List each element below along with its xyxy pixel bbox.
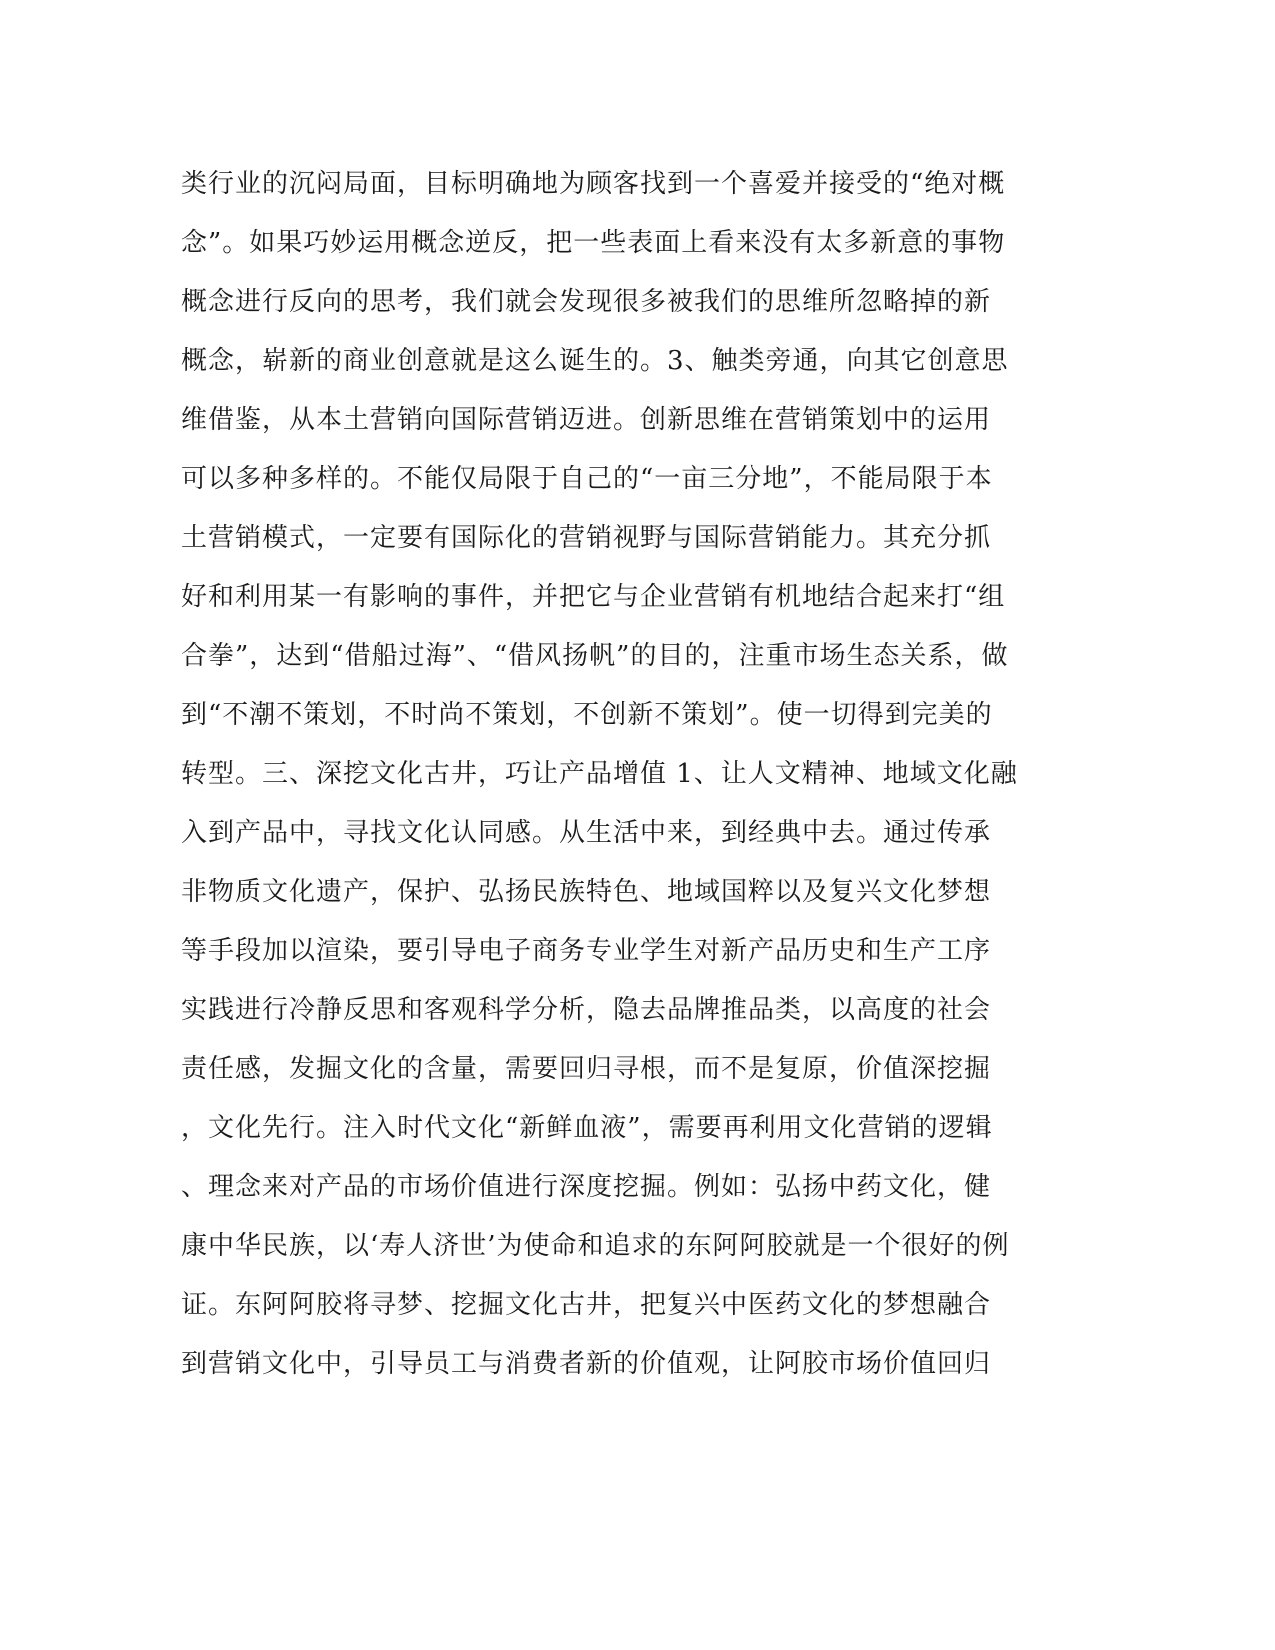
text-line: 到营销文化中，引导员工与消费者新的价值观，让阿胶市场价值回归 (181, 1349, 992, 1379)
text-line: ，文化先行。注入时代文化“新鲜血液”，需要再利用文化营销的逻辑 (181, 1113, 993, 1143)
text-line: 到“不潮不策划，不时尚不策划，不创新不策划”。使一切得到完美的 (181, 700, 993, 730)
text-line: 合拳”，达到“借船过海”、“借风扬帆”的目的，注重市场生态关系，做 (181, 641, 1009, 671)
text-line: 证。东阿阿胶将寻梦、挖掘文化古井，把复兴中医药文化的梦想融合 (181, 1290, 992, 1320)
text-line: 概念进行反向的思考，我们就会发现很多被我们的思维所忽略掉的新 (181, 287, 992, 317)
text-line: 等手段加以渲染，要引导电子商务专业学生对新产品历史和生产工序 (181, 936, 992, 966)
text-line: 、理念来对产品的市场价值进行深度挖掘。例如：弘扬中药文化，健 (181, 1172, 992, 1202)
text-line: 实践进行冷静反思和客观科学分析，隐去品牌推品类，以高度的社会 (181, 995, 992, 1025)
text-line: 入到产品中，寻找文化认同感。从生活中来，到经典中去。通过传承 (181, 818, 992, 848)
text-line: 维借鉴，从本土营销向国际营销迈进。创新思维在营销策划中的运用 (181, 405, 992, 435)
text-line: 转型。三、深挖文化古井，巧让产品增值 1、让人文精神、地域文化融 (181, 759, 1018, 789)
text-line: 责任感，发掘文化的含量，需要回归寻根，而不是复原，价值深挖掘 (181, 1054, 992, 1084)
text-line: 康中华民族，以‘寿人济世’为使命和追求的东阿阿胶就是一个很好的例 (181, 1231, 1010, 1261)
text-line: 概念，崭新的商业创意就是这么诞生的。3、触类旁通，向其它创意思 (181, 346, 1009, 376)
text-line: 可以多种多样的。不能仅局限于自己的“一亩三分地”，不能局限于本 (181, 464, 993, 494)
text-line: 非物质文化遗产，保护、弘扬民族特色、地域国粹以及复兴文化梦想 (181, 877, 992, 907)
text-line: 好和利用某一有影响的事件，并把它与企业营销有机地结合起来打“组 (181, 582, 1006, 612)
text-line: 土营销模式，一定要有国际化的营销视野与国际营销能力。其充分抓 (181, 523, 992, 553)
text-line: 念”。如果巧妙运用概念逆反，把一些表面上看来没有太多新意的事物 (181, 228, 1006, 258)
body-text (181, 155, 1081, 1394)
text-line: 类行业的沉闷局面，目标明确地为顾客找到一个喜爱并接受的“绝对概 (181, 169, 1006, 199)
